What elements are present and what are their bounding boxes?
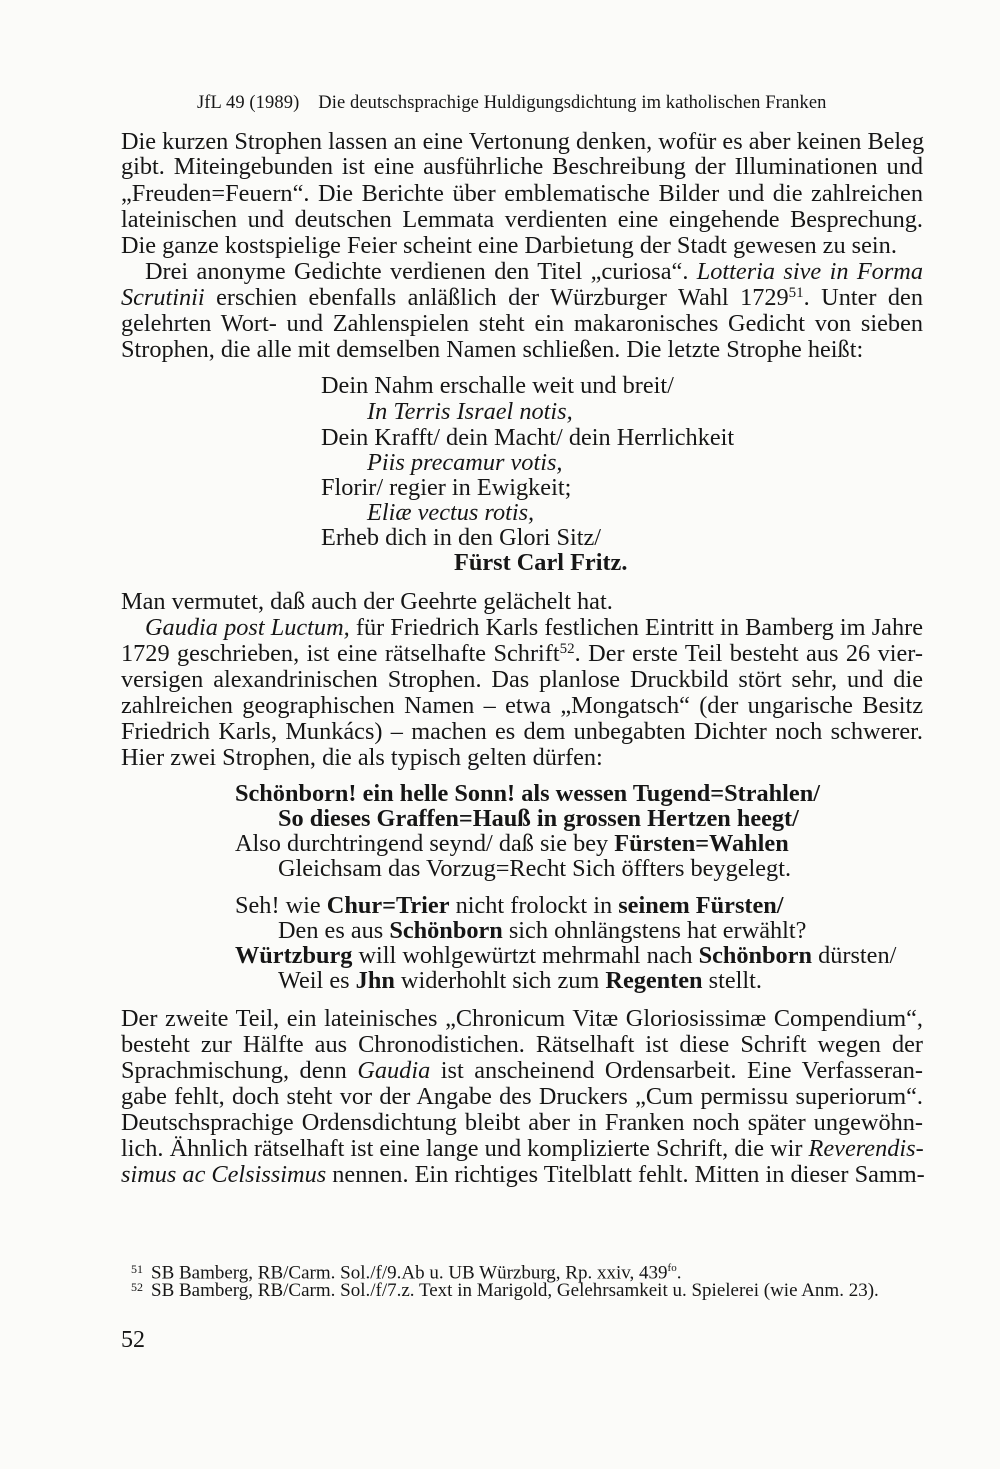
italic-title: simus ac Celsissimus — [121, 1161, 327, 1188]
text-span: Sprachmischung, denn — [121, 1057, 358, 1084]
text-line: besteht zur Hälfte aus Chronodistichen. Rätselhaft ist diese Schrift wegen der — [121, 1031, 923, 1058]
italic-title: Reverendis- — [808, 1135, 924, 1162]
italic-title: Scrutinii — [121, 284, 205, 311]
footnote — [131, 1281, 879, 1302]
text-span: widerhohlt sich zum — [394, 967, 606, 994]
text-span: ist anscheinend Ordensarbeit. Eine Verfasseran- — [430, 1057, 924, 1084]
text-span: 1729 geschrieben, ist eine rätselhafte Schrift — [121, 640, 560, 667]
footnote-superscript: fo — [667, 1262, 677, 1274]
bold-span: Regenten — [605, 967, 703, 994]
text-span: Den es aus — [278, 917, 390, 944]
text-span: stellt. — [702, 967, 762, 994]
text-span: Drei anonyme Gedichte verdienen den Titel „curiosa“. — [145, 258, 697, 285]
running-header — [197, 93, 827, 114]
text-line: Friedrich Karls, Munkács) – machen es dem unbegabten Dichter noch schwerer. — [121, 718, 923, 745]
italic-title: Lotteria sive in Forma — [696, 258, 923, 285]
footnote-text: SB Bamberg, RB/Carm. Sol./f/9.Ab u. UB Würzburg, Rp. xxiv, 439 — [151, 1262, 668, 1284]
verse-line: Fürst Carl Fritz. — [454, 549, 628, 576]
text-line: „Freuden=Feuern“. Die Berichte über emblematische Bilder und die zahlreichen — [121, 180, 923, 207]
footnote-number: 52 — [131, 1280, 143, 1294]
text-span: Weil es — [278, 967, 356, 994]
text-span: . Der erste Teil besteht aus 26 vier- — [574, 640, 923, 667]
footnote-ref: 52 — [559, 641, 575, 657]
bold-span: Jhn — [355, 967, 395, 994]
text-span: sich ohnlängstens hat erwählt? — [502, 917, 807, 944]
text-line: Die kurzen Strophen lassen an eine Vertonung denken, wofür es aber keinen Beleg — [121, 128, 925, 155]
bold-span: Chur=Trier — [326, 892, 450, 919]
text-line: versigen alexandrinischen Strophen. Das planlose Druckbild stört sehr, und die — [121, 666, 923, 693]
text-span: dürsten/ — [812, 942, 897, 969]
text-line: lateinischen und deutschen Lemmata verdienten eine eingehende Besprechung. — [121, 206, 923, 233]
text-line: Deutschsprachige Ordensdichtung bleibt aber in Franken noch später ungewöhn- — [121, 1109, 923, 1136]
text-span: für Friedrich Karls festlichen Eintritt in Bamberg im Jahre — [349, 614, 923, 641]
footnote-number: 51 — [131, 1262, 143, 1277]
text-line — [145, 259, 923, 284]
text-line: gibt. Miteingebunden ist eine ausführliche Beschreibung der Illuminationen und — [121, 153, 923, 180]
text-span: lich. Ähnlich rätselhaft ist eine lange und komplizierte Schrift, die wir — [121, 1135, 809, 1162]
text-line: gelehrten Wort- und Zahlenspielen steht ein makaronisches Gedicht von sieben — [121, 310, 923, 337]
footnote-text: . — [676, 1262, 682, 1284]
text-span: erschien ebenfalls anläßlich der Würzburger Wahl 1729 — [204, 284, 789, 311]
bold-span: Fürsten=Wahlen — [614, 830, 789, 857]
text-line — [121, 1162, 923, 1187]
bold-span: seinem Fürsten/ — [618, 892, 784, 919]
text-span: will wohlgewürtzt mehrmahl nach — [352, 942, 699, 969]
verse-line: Piis precamur votis, — [367, 449, 563, 476]
text-line: Der zweite Teil, ein lateinisches „Chronicum Vitæ Gloriosissimæ Compendium“, — [121, 1005, 923, 1032]
verse-line: Erheb dich in den Glori Sitz/ — [321, 524, 602, 551]
text-span: nennen. Ein richtiges Titelblatt fehlt. Mitten in dieser Samm- — [326, 1161, 925, 1188]
text-span: Seh! wie — [235, 892, 327, 919]
text-span: Also durchtringend seynd/ daß sie bey — [235, 830, 615, 857]
page-number: 52 — [121, 1327, 145, 1353]
verse-line: Schönborn! ein helle Sonn! als wessen Tugend=Strahlen/ — [235, 780, 820, 807]
footnote-ref: 51 — [788, 285, 804, 301]
text-span: nicht frolockt in — [449, 892, 619, 919]
bold-span: Schönborn — [698, 942, 813, 969]
bold-span: Würtzburg — [235, 942, 353, 969]
verse-line — [235, 943, 896, 968]
text-line: gabe fehlt, doch steht vor der Angabe des Druckers „Cum permissu superiorum“. — [121, 1083, 923, 1110]
header-journal: JfL 49 (1989) — [197, 93, 300, 113]
verse-line: So dieses Graffen=Hauß in grossen Hertzen heegt/ — [278, 805, 799, 832]
verse-line — [278, 918, 806, 943]
text-line: Hier zwei Strophen, die als typisch gelten dürfen: — [121, 744, 603, 771]
text-line — [121, 1136, 923, 1161]
verse-line: Dein Krafft/ dein Macht/ dein Herrlichkeit — [321, 424, 735, 451]
text-line: zahlreichen geographischen Namen – etwa „Mongatsch“ (der ungarische Besitz — [121, 692, 923, 719]
header-title: Die deutschsprachige Huldigungsdichtung im katholischen Franken — [318, 93, 827, 113]
text-line — [121, 1058, 923, 1083]
text-line: Die ganze kostspielige Feier scheint eine Darbietung der Stadt gewesen zu sein. — [121, 232, 897, 259]
italic-title: Gaudia post Luctum, — [145, 614, 350, 641]
verse-line: Gleichsam das Vorzug=Recht Sich öffters beygelegt. — [278, 855, 792, 882]
footnote-text: SB Bamberg, RB/Carm. Sol./f/7.z. Text in Marigold, Gelehrsamkeit u. Spielerei (wie Anm. 23). — [151, 1280, 879, 1301]
verse-line — [235, 893, 784, 918]
text-span: . Unter den — [803, 284, 923, 311]
verse-line: In Terris Israel notis, — [367, 398, 573, 425]
text-line: Man vermutet, daß auch der Geehrte gelächelt hat. — [121, 588, 613, 615]
italic-title: Gaudia — [357, 1057, 431, 1084]
verse-line — [235, 831, 789, 856]
verse-line — [278, 968, 762, 993]
text-line: Strophen, die alle mit demselben Namen schließen. Die letzte Strophe heißt: — [121, 336, 864, 363]
verse-line: Florir/ regier in Ewigkeit; — [321, 474, 572, 501]
verse-line: Eliæ vectus rotis, — [367, 499, 535, 526]
text-line — [145, 615, 923, 640]
verse-line: Dein Nahm erschalle weit und breit/ — [321, 372, 674, 399]
bold-span: Schönborn — [389, 917, 503, 944]
